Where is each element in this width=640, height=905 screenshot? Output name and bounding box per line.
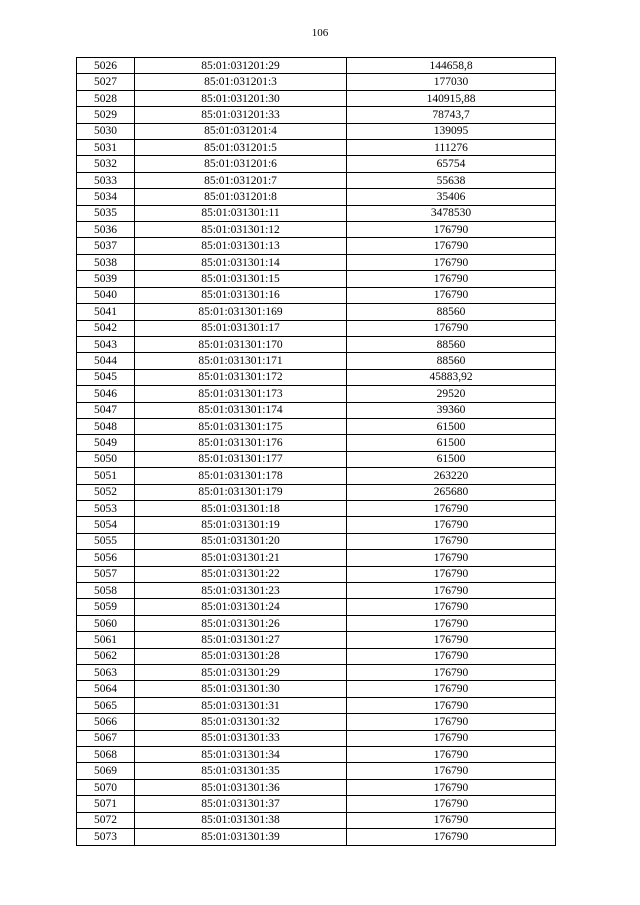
cadastral-number-cell: 85:01:031301:20 bbox=[135, 533, 347, 549]
value-cell: 35406 bbox=[347, 189, 556, 205]
row-number-cell: 5059 bbox=[77, 599, 135, 615]
cadastral-number-cell: 85:01:031201:8 bbox=[135, 189, 347, 205]
value-cell: 176790 bbox=[347, 779, 556, 795]
table-row bbox=[77, 796, 556, 812]
table-row bbox=[77, 550, 556, 566]
value-cell: 176790 bbox=[347, 599, 556, 615]
table-row bbox=[77, 615, 556, 631]
cadastral-number-cell: 85:01:031301:38 bbox=[135, 812, 347, 828]
cadastral-number-cell: 85:01:031301:169 bbox=[135, 304, 347, 320]
value-cell: 176790 bbox=[347, 747, 556, 763]
value-cell: 176790 bbox=[347, 730, 556, 746]
cadastral-number-cell: 85:01:031301:17 bbox=[135, 320, 347, 336]
cadastral-number-cell: 85:01:031301:31 bbox=[135, 697, 347, 713]
table-row bbox=[77, 271, 556, 287]
cadastral-number-cell: 85:01:031201:4 bbox=[135, 123, 347, 139]
cadastral-number-cell: 85:01:031301:37 bbox=[135, 796, 347, 812]
row-number-cell: 5030 bbox=[77, 123, 135, 139]
cadastral-number-cell: 85:01:031301:21 bbox=[135, 550, 347, 566]
row-number-cell: 5073 bbox=[77, 829, 135, 845]
row-number-cell: 5046 bbox=[77, 386, 135, 402]
cadastral-number-cell: 85:01:031301:29 bbox=[135, 665, 347, 681]
cadastral-number-cell: 85:01:031301:26 bbox=[135, 615, 347, 631]
cadastral-number-cell: 85:01:031301:22 bbox=[135, 566, 347, 582]
table-row bbox=[77, 451, 556, 467]
table-row bbox=[77, 172, 556, 188]
row-number-cell: 5051 bbox=[77, 468, 135, 484]
cadastral-number-cell: 85:01:031201:29 bbox=[135, 58, 347, 74]
value-cell: 176790 bbox=[347, 714, 556, 730]
value-cell: 176790 bbox=[347, 812, 556, 828]
cadastral-number-cell: 85:01:031301:32 bbox=[135, 714, 347, 730]
row-number-cell: 5028 bbox=[77, 90, 135, 106]
row-number-cell: 5066 bbox=[77, 714, 135, 730]
table-row bbox=[77, 418, 556, 434]
cadastral-number-cell: 85:01:031301:175 bbox=[135, 418, 347, 434]
row-number-cell: 5050 bbox=[77, 451, 135, 467]
value-cell: 61500 bbox=[347, 418, 556, 434]
cadastral-number-cell: 85:01:031301:24 bbox=[135, 599, 347, 615]
table-row bbox=[77, 812, 556, 828]
row-number-cell: 5070 bbox=[77, 779, 135, 795]
value-cell: 88560 bbox=[347, 304, 556, 320]
cadastral-number-cell: 85:01:031301:15 bbox=[135, 271, 347, 287]
value-cell: 176790 bbox=[347, 583, 556, 599]
value-cell: 176790 bbox=[347, 320, 556, 336]
table-row bbox=[77, 730, 556, 746]
cadastral-number-cell: 85:01:031301:19 bbox=[135, 517, 347, 533]
cadastral-number-cell: 85:01:031201:6 bbox=[135, 156, 347, 172]
cadastral-number-cell: 85:01:031301:33 bbox=[135, 730, 347, 746]
row-number-cell: 5041 bbox=[77, 304, 135, 320]
cadastral-number-cell: 85:01:031301:27 bbox=[135, 632, 347, 648]
page-number: 106 bbox=[311, 27, 329, 39]
table-row bbox=[77, 123, 556, 139]
table-row bbox=[77, 484, 556, 500]
cadastral-number-cell: 85:01:031301:30 bbox=[135, 681, 347, 697]
cadastral-number-cell: 85:01:031301:13 bbox=[135, 238, 347, 254]
table-row bbox=[77, 238, 556, 254]
value-cell: 176790 bbox=[347, 796, 556, 812]
row-number-cell: 5040 bbox=[77, 287, 135, 303]
row-number-cell: 5036 bbox=[77, 222, 135, 238]
value-cell: 176790 bbox=[347, 566, 556, 582]
table-row bbox=[77, 500, 556, 516]
cadastral-number-cell: 85:01:031301:173 bbox=[135, 386, 347, 402]
table-row bbox=[77, 665, 556, 681]
table-row bbox=[77, 517, 556, 533]
cadastral-number-cell: 85:01:031301:36 bbox=[135, 779, 347, 795]
row-number-cell: 5058 bbox=[77, 583, 135, 599]
cadastral-number-cell: 85:01:031301:16 bbox=[135, 287, 347, 303]
table-row bbox=[77, 320, 556, 336]
table-row bbox=[77, 205, 556, 221]
value-cell: 176790 bbox=[347, 681, 556, 697]
row-number-cell: 5065 bbox=[77, 697, 135, 713]
value-cell: 176790 bbox=[347, 517, 556, 533]
table-row bbox=[77, 222, 556, 238]
row-number-cell: 5057 bbox=[77, 566, 135, 582]
value-cell: 144658,8 bbox=[347, 58, 556, 74]
row-number-cell: 5068 bbox=[77, 747, 135, 763]
table-row bbox=[77, 697, 556, 713]
value-cell: 176790 bbox=[347, 271, 556, 287]
cadastral-number-cell: 85:01:031301:170 bbox=[135, 336, 347, 352]
table-row bbox=[77, 369, 556, 385]
cadastral-number-cell: 85:01:031301:174 bbox=[135, 402, 347, 418]
table-row bbox=[77, 533, 556, 549]
row-number-cell: 5067 bbox=[77, 730, 135, 746]
table-row bbox=[77, 681, 556, 697]
row-number-cell: 5060 bbox=[77, 615, 135, 631]
table-row bbox=[77, 287, 556, 303]
value-cell: 88560 bbox=[347, 336, 556, 352]
cadastral-number-cell: 85:01:031301:177 bbox=[135, 451, 347, 467]
table-row bbox=[77, 435, 556, 451]
value-cell: 61500 bbox=[347, 451, 556, 467]
table-row bbox=[77, 74, 556, 90]
data-table bbox=[76, 57, 556, 846]
row-number-cell: 5039 bbox=[77, 271, 135, 287]
cadastral-number-cell: 85:01:031301:176 bbox=[135, 435, 347, 451]
row-number-cell: 5061 bbox=[77, 632, 135, 648]
value-cell: 176790 bbox=[347, 500, 556, 516]
cadastral-number-cell: 85:01:031301:14 bbox=[135, 254, 347, 270]
row-number-cell: 5071 bbox=[77, 796, 135, 812]
row-number-cell: 5055 bbox=[77, 533, 135, 549]
table-row bbox=[77, 156, 556, 172]
row-number-cell: 5032 bbox=[77, 156, 135, 172]
value-cell: 176790 bbox=[347, 697, 556, 713]
value-cell: 263220 bbox=[347, 468, 556, 484]
row-number-cell: 5062 bbox=[77, 648, 135, 664]
row-number-cell: 5047 bbox=[77, 402, 135, 418]
row-number-cell: 5033 bbox=[77, 172, 135, 188]
table-row bbox=[77, 353, 556, 369]
cadastral-number-cell: 85:01:031301:18 bbox=[135, 500, 347, 516]
row-number-cell: 5044 bbox=[77, 353, 135, 369]
table-row bbox=[77, 566, 556, 582]
cadastral-number-cell: 85:01:031301:172 bbox=[135, 369, 347, 385]
row-number-cell: 5048 bbox=[77, 418, 135, 434]
row-number-cell: 5027 bbox=[77, 74, 135, 90]
row-number-cell: 5035 bbox=[77, 205, 135, 221]
table-row bbox=[77, 779, 556, 795]
table-row bbox=[77, 632, 556, 648]
row-number-cell: 5043 bbox=[77, 336, 135, 352]
row-number-cell: 5054 bbox=[77, 517, 135, 533]
row-number-cell: 5069 bbox=[77, 763, 135, 779]
row-number-cell: 5052 bbox=[77, 484, 135, 500]
row-number-cell: 5038 bbox=[77, 254, 135, 270]
value-cell: 140915,88 bbox=[347, 90, 556, 106]
value-cell: 176790 bbox=[347, 632, 556, 648]
value-cell: 176790 bbox=[347, 287, 556, 303]
table-row bbox=[77, 747, 556, 763]
row-number-cell: 5034 bbox=[77, 189, 135, 205]
value-cell: 176790 bbox=[347, 763, 556, 779]
value-cell: 78743,7 bbox=[347, 107, 556, 123]
cadastral-number-cell: 85:01:031301:28 bbox=[135, 648, 347, 664]
row-number-cell: 5072 bbox=[77, 812, 135, 828]
cadastral-number-cell: 85:01:031201:7 bbox=[135, 172, 347, 188]
value-cell: 176790 bbox=[347, 648, 556, 664]
table-row bbox=[77, 107, 556, 123]
table-row bbox=[77, 304, 556, 320]
value-cell: 55638 bbox=[347, 172, 556, 188]
value-cell: 176790 bbox=[347, 829, 556, 845]
row-number-cell: 5031 bbox=[77, 140, 135, 156]
table-row bbox=[77, 386, 556, 402]
cadastral-number-cell: 85:01:031201:5 bbox=[135, 140, 347, 156]
value-cell: 3478530 bbox=[347, 205, 556, 221]
value-cell: 88560 bbox=[347, 353, 556, 369]
cadastral-number-cell: 85:01:031301:35 bbox=[135, 763, 347, 779]
table-row bbox=[77, 599, 556, 615]
value-cell: 176790 bbox=[347, 615, 556, 631]
table-row bbox=[77, 90, 556, 106]
cadastral-number-cell: 85:01:031301:23 bbox=[135, 583, 347, 599]
row-number-cell: 5063 bbox=[77, 665, 135, 681]
table-row bbox=[77, 829, 556, 845]
row-number-cell: 5045 bbox=[77, 369, 135, 385]
row-number-cell: 5026 bbox=[77, 58, 135, 74]
cadastral-number-cell: 85:01:031201:30 bbox=[135, 90, 347, 106]
value-cell: 177030 bbox=[347, 74, 556, 90]
value-cell: 139095 bbox=[347, 123, 556, 139]
row-number-cell: 5042 bbox=[77, 320, 135, 336]
value-cell: 176790 bbox=[347, 550, 556, 566]
table-body bbox=[77, 58, 556, 846]
value-cell: 111276 bbox=[347, 140, 556, 156]
value-cell: 265680 bbox=[347, 484, 556, 500]
value-cell: 176790 bbox=[347, 254, 556, 270]
cadastral-number-cell: 85:01:031301:178 bbox=[135, 468, 347, 484]
row-number-cell: 5049 bbox=[77, 435, 135, 451]
value-cell: 61500 bbox=[347, 435, 556, 451]
table-row bbox=[77, 763, 556, 779]
table-row bbox=[77, 140, 556, 156]
value-cell: 45883,92 bbox=[347, 369, 556, 385]
table-row bbox=[77, 189, 556, 205]
cadastral-number-cell: 85:01:031301:34 bbox=[135, 747, 347, 763]
value-cell: 39360 bbox=[347, 402, 556, 418]
table-row bbox=[77, 336, 556, 352]
value-cell: 176790 bbox=[347, 533, 556, 549]
table-row bbox=[77, 468, 556, 484]
cadastral-number-cell: 85:01:031201:3 bbox=[135, 74, 347, 90]
table-row bbox=[77, 714, 556, 730]
row-number-cell: 5029 bbox=[77, 107, 135, 123]
cadastral-number-cell: 85:01:031301:12 bbox=[135, 222, 347, 238]
cadastral-number-cell: 85:01:031301:11 bbox=[135, 205, 347, 221]
row-number-cell: 5037 bbox=[77, 238, 135, 254]
value-cell: 176790 bbox=[347, 665, 556, 681]
cadastral-number-cell: 85:01:031301:179 bbox=[135, 484, 347, 500]
cadastral-number-cell: 85:01:031301:171 bbox=[135, 353, 347, 369]
value-cell: 176790 bbox=[347, 238, 556, 254]
cadastral-number-cell: 85:01:031301:39 bbox=[135, 829, 347, 845]
value-cell: 29520 bbox=[347, 386, 556, 402]
row-number-cell: 5053 bbox=[77, 500, 135, 516]
row-number-cell: 5064 bbox=[77, 681, 135, 697]
cadastral-number-cell: 85:01:031201:33 bbox=[135, 107, 347, 123]
value-cell: 176790 bbox=[347, 222, 556, 238]
table-row bbox=[77, 58, 556, 74]
value-cell: 65754 bbox=[347, 156, 556, 172]
table-row bbox=[77, 648, 556, 664]
table-row bbox=[77, 402, 556, 418]
row-number-cell: 5056 bbox=[77, 550, 135, 566]
table-row bbox=[77, 254, 556, 270]
table-row bbox=[77, 583, 556, 599]
